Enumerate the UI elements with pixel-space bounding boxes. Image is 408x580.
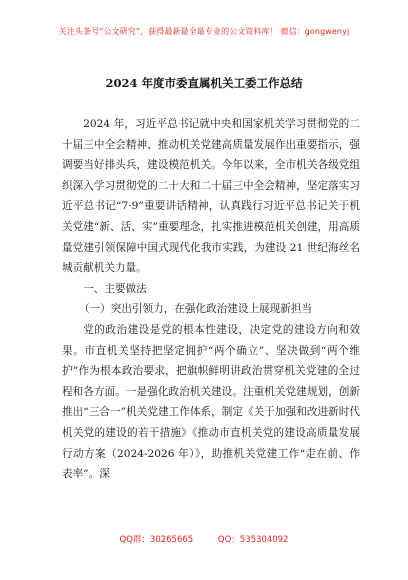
qq-number[interactable]: 535304092 — [239, 535, 289, 545]
subsection-heading: （一）突出引领力，在强化政治建设上展现新担当 — [78, 303, 313, 316]
section-heading: 一、主要做法 — [83, 282, 147, 295]
qq-label: QQ： — [217, 535, 240, 545]
contact-footer — [0, 533, 408, 545]
subsection-paragraph: 党的政治建设是党的根本性建设，决定党的建设方向和效果。市直机关坚持把坚定拥护“两个确立”、坚决做到“两个维护”作为根本政治要求，把旗帜鲜明讲政治贯穿机关党建的全过程和各方面。一是强化政治机关建设。注重机关党建规划，创新推出“三合一”机关党建工作体系，制定《关于加强和改进新时代机关党的建设的若干措施》《推动市直机关党的建设高质量发展行动方案（2024-2026 年）》，助推机关党建工作“走在前、作表率”。深 — [62, 323, 360, 481]
document-body — [62, 114, 360, 485]
promo-banner-link[interactable]: 关注头条号“公文研究”，获得最新最全最专业的公文资料库！ 微信：gongwenyj — [58, 27, 350, 36]
qq-group-label: QQ群： — [119, 535, 150, 545]
document-title: 2024 年度市委直属机关工委工作总结 — [105, 76, 303, 90]
intro-paragraph: 2024 年，习近平总书记就中央和国家机关学习贯彻党的二十届三中全会精神、推动机关党建高质量发展作出重要指示，强调要当好排头兵，建设模范机关。今年以来，全市机关各级党组织深入学习贯彻党的二十大和二十届三中全会精神，坚定落实习近平总书记“7·9”重要讲话精神，认真践行习近平总书记关于机关党建“新、活、实”重要理念，扎实推进模范机关创建，用高质量党建引领保障中国式现代化我市实践，为建设 21 世纪海丝名城贡献机关力量。 — [62, 118, 360, 275]
qq-group-number[interactable]: 30265665 — [149, 535, 194, 545]
promo-banner[interactable] — [0, 26, 408, 37]
